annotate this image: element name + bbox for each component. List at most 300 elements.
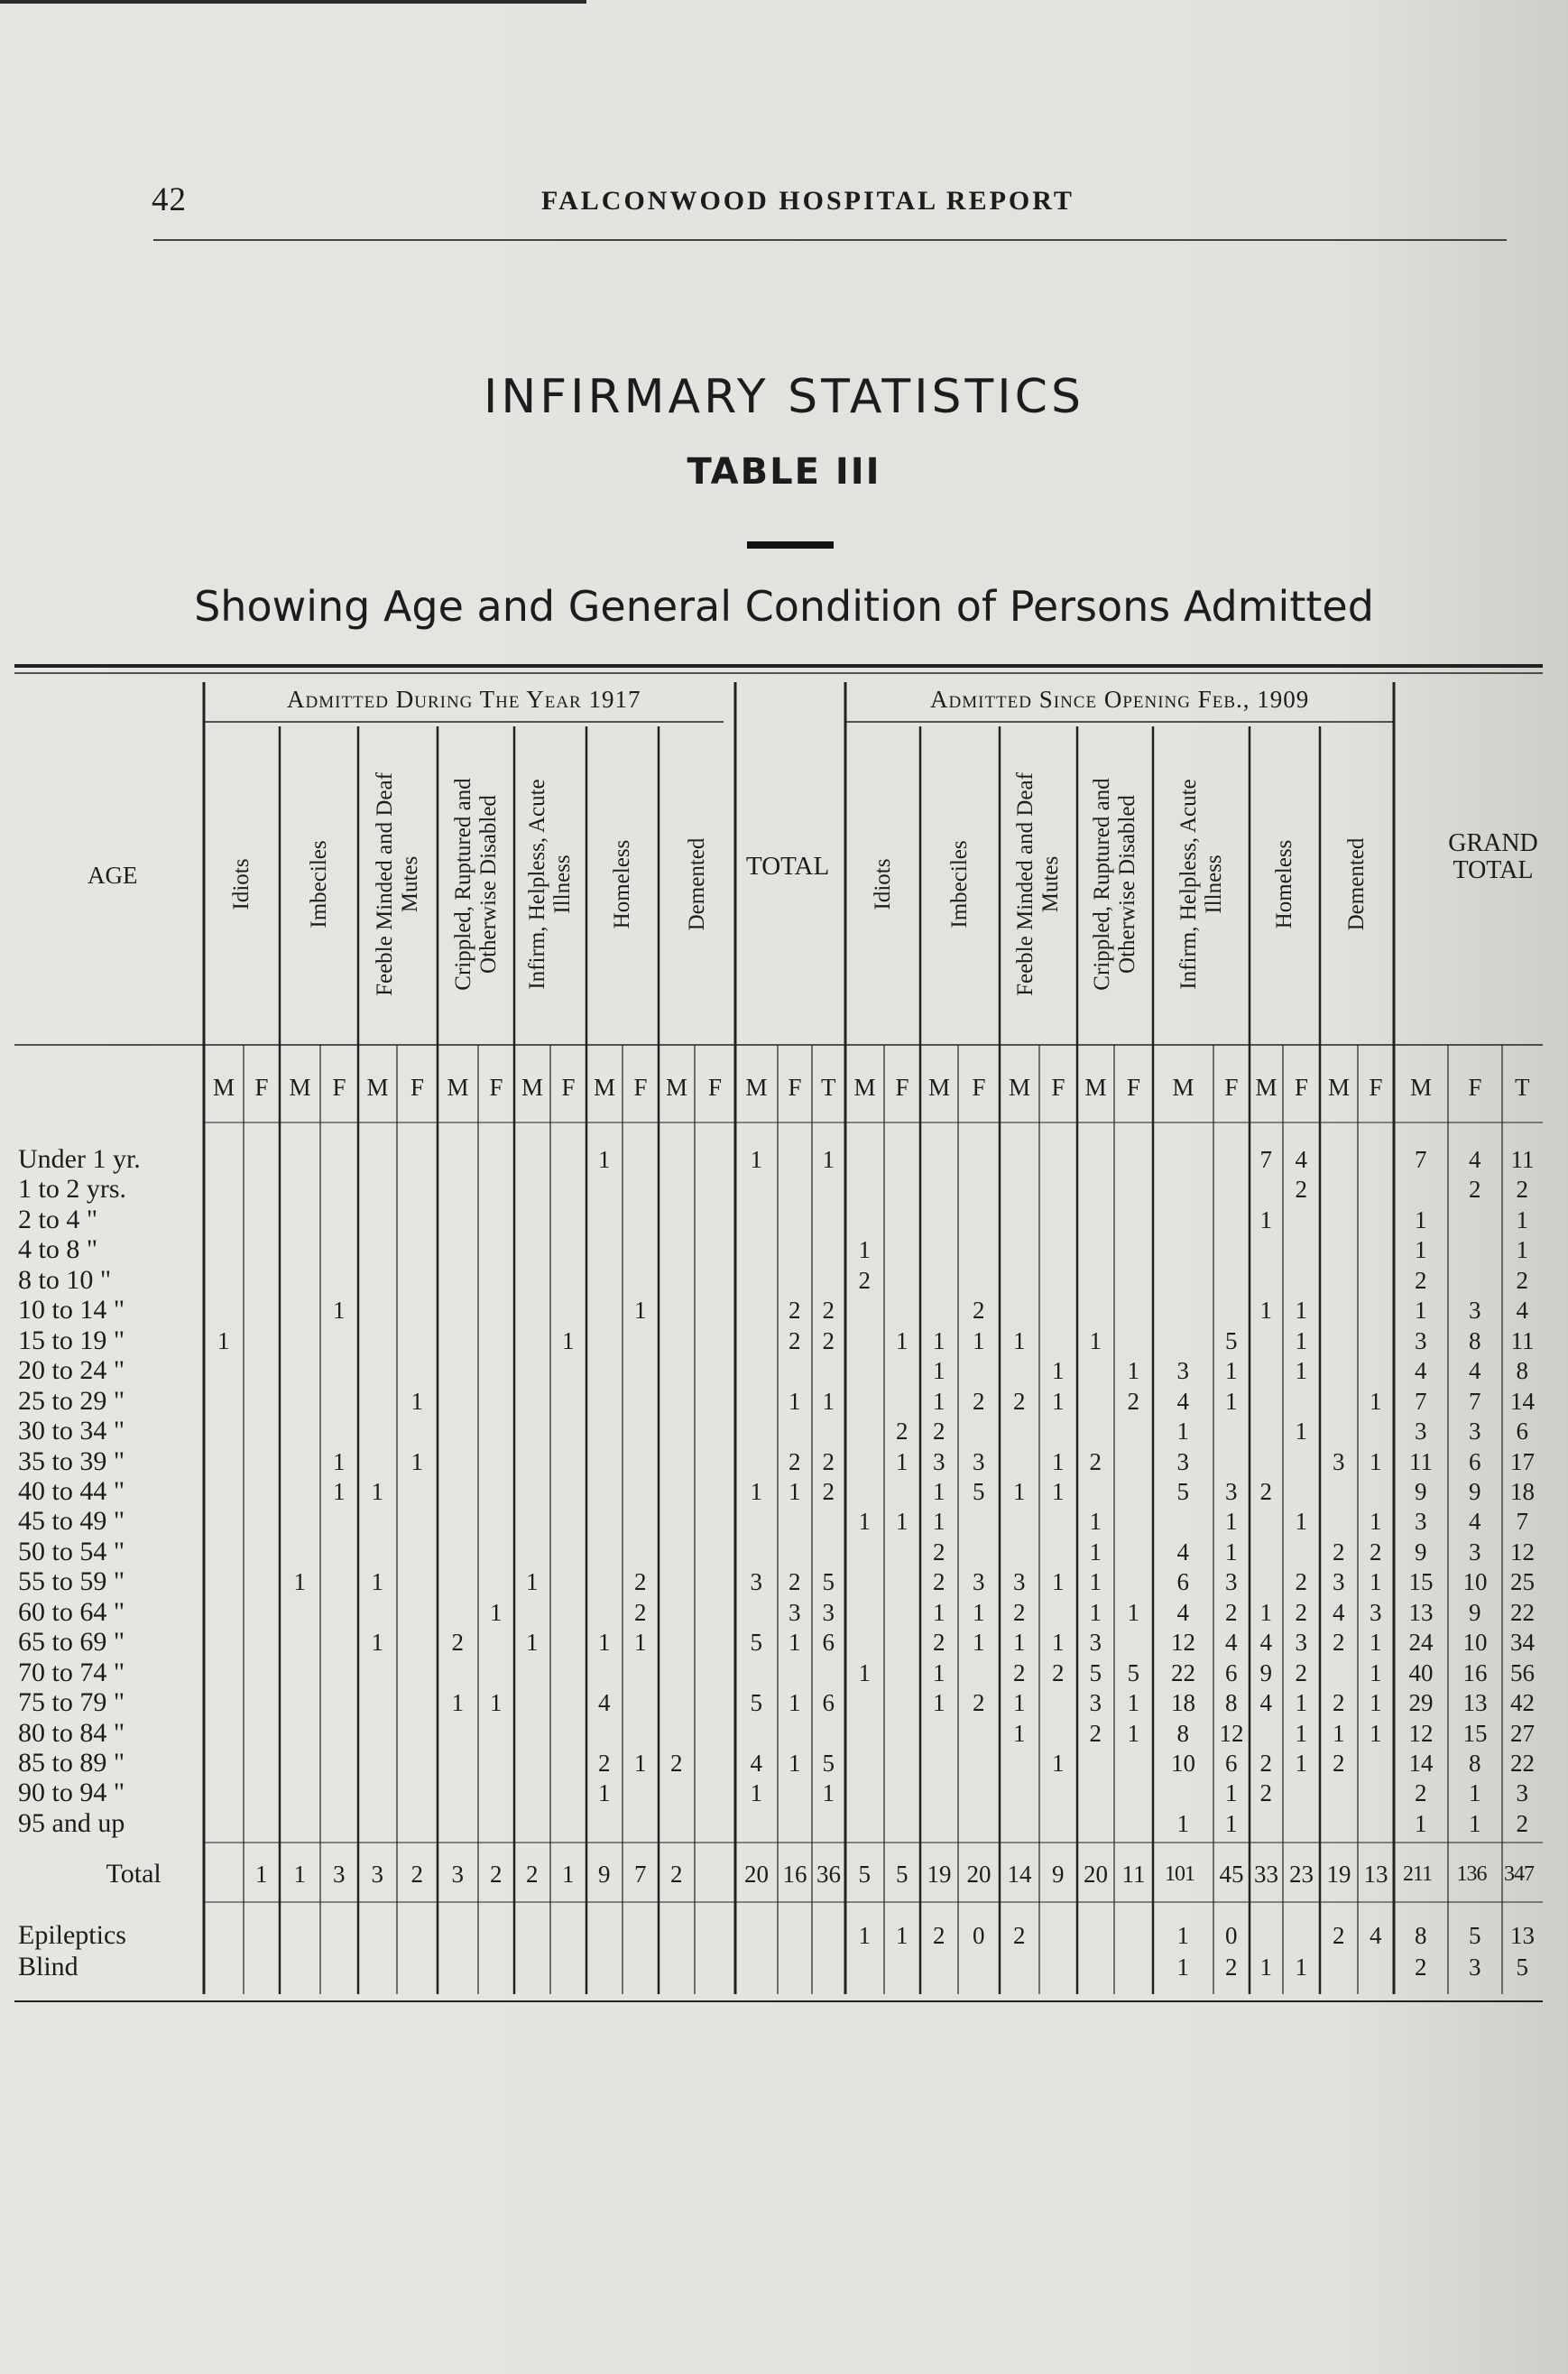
subhead-1917: M (666, 1074, 688, 1101)
total-cell: 16 (782, 1861, 807, 1888)
table-cell: 2 (598, 1750, 611, 1777)
table-cell: 2 (634, 1568, 647, 1596)
age-label: 30 to 34 " (18, 1416, 125, 1446)
table-cell: 1 (789, 1689, 801, 1717)
table-cell: 3 (1333, 1568, 1345, 1596)
group-1917-header: Admitted During The Year 1917 (287, 686, 641, 713)
condition-header-since-5: Homeless (1272, 839, 1296, 929)
subhead-1917: F (633, 1074, 648, 1101)
table-cell: 1 (1295, 1326, 1307, 1354)
table-cell: 5 (750, 1629, 762, 1657)
table-cell: 4 (1176, 1387, 1189, 1415)
subhead-since: M (1328, 1074, 1351, 1101)
table-cell: 8 (1516, 1357, 1528, 1385)
table-subtitle: Showing Age and General Condition of Persons Admitted (194, 582, 1374, 631)
table-cell: 3 (1176, 1447, 1189, 1475)
subhead-since: F (1127, 1074, 1141, 1101)
table-cell: 1 (1415, 1205, 1427, 1233)
table-cell: 1 (973, 1629, 985, 1657)
table-cell: 1 (1052, 1750, 1065, 1777)
table-cell: 10 (1462, 1568, 1488, 1596)
extra-cell: 0 (973, 1922, 985, 1949)
table-cell: 2 (789, 1297, 801, 1325)
table-cell: 3 (1089, 1689, 1102, 1717)
table-cell: 1 (933, 1357, 945, 1385)
table-cell: 2 (1259, 1477, 1272, 1505)
total-cell: 3 (371, 1861, 383, 1888)
table-cell: 1 (1370, 1447, 1382, 1475)
table-cell: 17 (1510, 1447, 1535, 1475)
grand-total-header: GRAND TOTAL (1448, 829, 1538, 884)
table-cell: 2 (1013, 1658, 1026, 1686)
table-cell: 1 (1127, 1598, 1139, 1626)
table-cell: 1 (1013, 1326, 1026, 1354)
table-cell: 1 (598, 1779, 611, 1807)
table-cell: 1 (1516, 1236, 1528, 1264)
table-cell: 1 (217, 1326, 230, 1354)
extra-cell: 8 (1415, 1922, 1427, 1949)
table-cell: 1 (1370, 1689, 1382, 1717)
subhead-1917: F (561, 1074, 576, 1101)
age-label: 10 to 14 " (18, 1295, 125, 1326)
total-cell: 20 (966, 1861, 992, 1888)
total-cell: 11 (1121, 1861, 1146, 1888)
running-head (144, 180, 1507, 226)
table-cell: 9 (1469, 1477, 1481, 1505)
table-cell: 1 (598, 1146, 611, 1173)
table-cell: 2 (1013, 1387, 1026, 1415)
extra-cell: 1 (858, 1922, 871, 1949)
table-cell: 2 (858, 1266, 871, 1294)
subhead-1917: F (708, 1074, 723, 1101)
table-cell: 7 (1415, 1387, 1427, 1415)
table-cell: 2 (1295, 1658, 1307, 1686)
subhead-1917: M (289, 1074, 311, 1101)
table-cell: 3 (750, 1568, 762, 1596)
table-cell: 1 (1469, 1809, 1481, 1837)
condition-header-1917-4: Infirm, Helpless, Acute Illness (525, 779, 575, 990)
table-cell: 8 (1176, 1719, 1189, 1747)
table-cell: 1 (1259, 1205, 1272, 1233)
table-cell: 6 (1516, 1418, 1528, 1446)
table-cell: 1 (1052, 1629, 1065, 1657)
age-label: 55 to 59 " (18, 1566, 125, 1597)
total-cell: 20 (744, 1861, 769, 1888)
table-cell: 2 (1089, 1719, 1102, 1747)
subhead-since: F (1295, 1074, 1309, 1101)
table-cell: 3 (1089, 1629, 1102, 1657)
table-cell: 1 (1013, 1719, 1026, 1747)
table-cell: 1 (789, 1387, 801, 1415)
table-cell: 12 (1219, 1719, 1244, 1747)
table-cell: 6 (822, 1689, 835, 1717)
table-cell: 2 (1516, 1809, 1528, 1837)
table-cell: 1 (1370, 1508, 1382, 1536)
extra-cell: 3 (1469, 1954, 1481, 1981)
table-cell: 1 (789, 1629, 801, 1657)
extra-cell: 4 (1370, 1922, 1382, 1949)
table-cell: 1 (1295, 1689, 1307, 1717)
table-cell: 3 (1176, 1357, 1189, 1385)
table-cell: 1 (1013, 1629, 1026, 1657)
extra-cell: 0 (1225, 1922, 1238, 1949)
table-cell: 1 (933, 1598, 945, 1626)
header-rule (153, 239, 1507, 241)
subhead-since: F (1051, 1074, 1065, 1101)
table-cell: 1 (1052, 1477, 1065, 1505)
condition-header-1917-6: Demented (684, 837, 709, 931)
table-cell: 1 (822, 1387, 835, 1415)
table-cell: 1 (1295, 1508, 1307, 1536)
table-cell: 13 (1408, 1598, 1434, 1626)
total-cell: 36 (816, 1861, 841, 1888)
extra-cell: 2 (933, 1922, 945, 1949)
table-cell: 1 (371, 1629, 383, 1657)
table-cell: 2 (1225, 1598, 1238, 1626)
table-cell: 1 (750, 1477, 762, 1505)
age-label: 15 to 19 " (18, 1325, 125, 1355)
total-cell: 5 (858, 1861, 871, 1888)
subhead-total: M (745, 1074, 768, 1101)
running-head-title: FALCONWOOD HOSPITAL REPORT (541, 186, 1075, 216)
total-cell: 211 (1403, 1862, 1433, 1886)
table-cell: 1 (1295, 1297, 1307, 1325)
total-cell: 2 (670, 1861, 683, 1888)
table-cell: 18 (1510, 1477, 1535, 1505)
extra-row-label: Epileptics (18, 1920, 126, 1950)
extra-cell: 2 (1333, 1922, 1345, 1949)
table-cell: 2 (1516, 1266, 1528, 1294)
table-cell: 1 (634, 1297, 647, 1325)
subhead-grand: T (1515, 1074, 1530, 1101)
page-title: INFIRMARY STATISTICS (484, 370, 1084, 424)
table-cell: 1 (490, 1689, 503, 1717)
extra-cell: 1 (1259, 1954, 1272, 1981)
extra-cell: 1 (1176, 1922, 1189, 1949)
age-label: 45 to 49 " (18, 1506, 125, 1537)
table-cell: 1 (1225, 1809, 1238, 1837)
total-cell: 33 (1254, 1861, 1278, 1888)
table-cell: 3 (1516, 1779, 1528, 1807)
subhead-since: M (853, 1074, 876, 1101)
condition-header-since-0: Idiots (870, 858, 895, 910)
table-cell: 18 (1171, 1689, 1195, 1717)
table-cell: 42 (1510, 1689, 1535, 1717)
extra-cell: 5 (1469, 1922, 1481, 1949)
table-cell: 22 (1510, 1750, 1535, 1777)
total-cell: 19 (1326, 1861, 1351, 1888)
total-cell: 7 (634, 1861, 647, 1888)
table-cell: 1 (1259, 1297, 1272, 1325)
table-cell: 4 (1469, 1357, 1481, 1385)
table-cell: 9 (1415, 1538, 1427, 1566)
table-cell: 1 (1013, 1477, 1026, 1505)
table-cell: 3 (1469, 1538, 1481, 1566)
table-cell: 1 (933, 1658, 945, 1686)
table-cell: 1 (1089, 1598, 1102, 1626)
table-cell: 1 (896, 1447, 909, 1475)
table-cell: 29 (1408, 1689, 1434, 1717)
table-cell: 3 (1469, 1297, 1481, 1325)
age-label: 75 to 79 " (18, 1687, 125, 1718)
extra-cell: 13 (1510, 1922, 1535, 1949)
table-cell: 1 (933, 1689, 945, 1717)
subhead-1917: M (521, 1074, 544, 1101)
total-label: Total (106, 1859, 161, 1889)
table-cell: 2 (1333, 1750, 1345, 1777)
table-cell: 1 (1415, 1297, 1427, 1325)
subhead-since: F (1224, 1074, 1239, 1101)
age-label: 65 to 69 " (18, 1627, 125, 1658)
subhead-since: M (1084, 1074, 1107, 1101)
total-cell: 9 (598, 1861, 611, 1888)
table-cell: 1 (1225, 1357, 1238, 1385)
table-cell: 1 (1295, 1719, 1307, 1747)
table-cell: 1 (451, 1689, 464, 1717)
table-cell: 2 (1469, 1176, 1481, 1204)
total-cell: 2 (526, 1861, 539, 1888)
age-label: 85 to 89 " (18, 1748, 125, 1778)
total-cell: 23 (1289, 1861, 1314, 1888)
table-cell: 7 (1415, 1146, 1427, 1173)
age-label: 80 to 84 " (18, 1717, 125, 1748)
table-cell: 4 (1176, 1538, 1189, 1566)
table-cell: 8 (1225, 1689, 1238, 1717)
total-cell: 347 (1504, 1862, 1534, 1886)
table-cell: 2 (973, 1297, 985, 1325)
subhead-1917: M (213, 1074, 235, 1101)
total-cell: 5 (896, 1861, 909, 1888)
table-cell: 1 (1333, 1719, 1345, 1747)
extra-cell: 1 (1176, 1954, 1189, 1981)
condition-header-since-1: Imbeciles (947, 840, 972, 928)
table-cell: 1 (1176, 1809, 1189, 1837)
table-cell: 4 (1415, 1357, 1427, 1385)
table-cell: 2 (789, 1326, 801, 1354)
subhead-since: F (972, 1074, 986, 1101)
subhead-1917: M (366, 1074, 389, 1101)
table-cell: 3 (1225, 1568, 1238, 1596)
total-cell: 3 (451, 1861, 464, 1888)
table-cell: 12 (1510, 1538, 1535, 1566)
total-cell: 45 (1219, 1861, 1244, 1888)
table-cell: 11 (1409, 1447, 1433, 1475)
table-cell: 1 (1225, 1779, 1238, 1807)
table-cell: 10 (1462, 1629, 1488, 1657)
table-cell: 2 (1013, 1598, 1026, 1626)
table-cell: 1 (822, 1779, 835, 1807)
subhead-1917: M (594, 1074, 616, 1101)
table-cell: 2 (973, 1387, 985, 1415)
table-cell: 1 (1415, 1809, 1427, 1837)
table-cell: 1 (973, 1598, 985, 1626)
table-cell: 3 (1370, 1598, 1382, 1626)
table-cell: 3 (1295, 1629, 1307, 1657)
age-label: 2 to 4 " (18, 1204, 98, 1234)
table-cell: 1 (822, 1146, 835, 1173)
total-cell: 14 (1007, 1861, 1032, 1888)
table-cell: 1 (333, 1477, 346, 1505)
condition-header-1917-2: Feeble Minded and Deaf Mutes (373, 772, 422, 996)
condition-header-since-6: Demented (1344, 837, 1369, 931)
table-cell: 1 (750, 1146, 762, 1173)
table-cell: 1 (1225, 1387, 1238, 1415)
subhead-since: M (1172, 1074, 1194, 1101)
table-cell: 2 (1295, 1568, 1307, 1596)
subhead-1917: F (489, 1074, 503, 1101)
title-divider (747, 541, 834, 549)
table-cell: 2 (1415, 1266, 1427, 1294)
total-cell: 1 (293, 1861, 306, 1888)
subhead-since: M (928, 1074, 951, 1101)
total-cell: 1 (255, 1861, 268, 1888)
table-cell: 1 (858, 1508, 871, 1536)
table-cell: 5 (822, 1750, 835, 1777)
table-cell: 1 (1052, 1357, 1065, 1385)
table-cell: 4 (1469, 1508, 1481, 1536)
table-cell: 22 (1510, 1598, 1535, 1626)
table-cell: 3 (1415, 1326, 1427, 1354)
table-cell: 3 (933, 1447, 945, 1475)
top-edge-rule (0, 0, 586, 4)
table-cell: 1 (1225, 1508, 1238, 1536)
table-cell: 4 (1295, 1146, 1307, 1173)
table-cell: 1 (933, 1508, 945, 1536)
table-cell: 5 (822, 1568, 835, 1596)
table-cell: 4 (1259, 1629, 1272, 1657)
table-cell: 1 (634, 1750, 647, 1777)
age-label: 90 to 94 " (18, 1778, 125, 1808)
table-cell: 9 (1259, 1658, 1272, 1686)
table-cell: 8 (1469, 1326, 1481, 1354)
table-cell: 2 (789, 1447, 801, 1475)
table-cell: 1 (896, 1326, 909, 1354)
total-cell: 19 (927, 1861, 952, 1888)
table-cell: 1 (1127, 1689, 1139, 1717)
extra-cell: 2 (1013, 1922, 1026, 1949)
table-cell: 1 (789, 1750, 801, 1777)
table-cell: 4 (1516, 1297, 1528, 1325)
table-cell: 3 (822, 1598, 835, 1626)
subhead-total: T (821, 1074, 836, 1101)
subhead-grand: F (1468, 1074, 1482, 1101)
table-cell: 1 (333, 1447, 346, 1475)
table-cell: 5 (750, 1689, 762, 1717)
table-cell: 2 (1333, 1689, 1345, 1717)
condition-header-1917-5: Homeless (610, 839, 634, 929)
table-cell: 6 (1225, 1750, 1238, 1777)
table-cell: 1 (1225, 1538, 1238, 1566)
age-header: AGE (88, 862, 138, 889)
table-cell: 24 (1408, 1629, 1434, 1657)
table-cell: 1 (1052, 1387, 1065, 1415)
table-cell: 9 (1415, 1477, 1427, 1505)
table-cell: 12 (1171, 1629, 1195, 1657)
statistics-table (14, 663, 1543, 2008)
table-cell: 4 (1333, 1598, 1345, 1626)
table-cell: 2 (789, 1568, 801, 1596)
table-cell: 1 (410, 1387, 423, 1415)
table-cell: 2 (896, 1418, 909, 1446)
extra-cell: 1 (1295, 1954, 1307, 1981)
table-cell: 56 (1510, 1658, 1535, 1686)
subhead-since: F (895, 1074, 909, 1101)
extra-cell: 2 (1225, 1954, 1238, 1981)
table-cell: 2 (1333, 1538, 1345, 1566)
table-cell: 1 (1469, 1779, 1481, 1807)
table-cell: 1 (1052, 1568, 1065, 1596)
table-cell: 1 (896, 1508, 909, 1536)
table-cell: 1 (1052, 1447, 1065, 1475)
table-cell: 6 (822, 1629, 835, 1657)
extra-cell: 5 (1516, 1954, 1528, 1981)
table-cell: 1 (410, 1447, 423, 1475)
extra-row-label: Blind (18, 1952, 78, 1981)
table-cell: 2 (1295, 1176, 1307, 1204)
table-cell: 1 (1259, 1598, 1272, 1626)
table-cell: 4 (750, 1750, 762, 1777)
table-cell: 2 (973, 1689, 985, 1717)
table-cell: 1 (562, 1326, 575, 1354)
table-cell: 11 (1510, 1326, 1535, 1354)
table-cell: 3 (789, 1598, 801, 1626)
table-cell: 7 (1259, 1146, 1272, 1173)
table-cell: 1 (933, 1326, 945, 1354)
table-cell: 5 (1089, 1658, 1102, 1686)
table-cell: 1 (933, 1387, 945, 1415)
table-cell: 2 (1127, 1387, 1139, 1415)
table-cell: 1 (634, 1629, 647, 1657)
condition-header-1917-3: Crippled, Ruptured and Otherwise Disabled (450, 778, 501, 991)
group-since-header: Admitted Since Opening Feb., 1909 (930, 686, 1310, 713)
table-cell: 1 (933, 1477, 945, 1505)
table-cell: 2 (1052, 1658, 1065, 1686)
table-cell: 1 (1370, 1629, 1382, 1657)
table-cell: 4 (1176, 1598, 1189, 1626)
table-cell: 1 (1089, 1538, 1102, 1566)
condition-header-since-2: Feeble Minded and Deaf Mutes (1013, 772, 1063, 996)
table-cell: 1 (789, 1477, 801, 1505)
table-cell: 1 (1089, 1508, 1102, 1536)
table-cell: 1 (1127, 1719, 1139, 1747)
table-cell: 2 (451, 1629, 464, 1657)
table-cell: 2 (1415, 1779, 1427, 1807)
table-cell: 2 (1295, 1598, 1307, 1626)
subhead-1917: F (332, 1074, 346, 1101)
table-cell: 9 (1469, 1598, 1481, 1626)
table-cell: 3 (973, 1447, 985, 1475)
table-cell: 8 (1469, 1750, 1481, 1777)
condition-header-since-3: Crippled, Ruptured and Otherwise Disabled (1090, 778, 1139, 991)
total-cell: 9 (1052, 1861, 1065, 1888)
table-cell: 1 (1516, 1205, 1528, 1233)
subhead-1917: F (410, 1074, 425, 1101)
table-cell: 2 (1089, 1447, 1102, 1475)
table-cell: 14 (1510, 1387, 1535, 1415)
age-label: 8 to 10 " (18, 1264, 112, 1295)
table-cell: 10 (1171, 1750, 1195, 1777)
table-cell: 5 (1176, 1477, 1189, 1505)
table-cell: 1 (1370, 1719, 1382, 1747)
age-label: 4 to 8 " (18, 1234, 98, 1265)
extra-cell: 1 (896, 1922, 909, 1949)
total-cell: 1 (562, 1861, 575, 1888)
age-label: Under 1 yr. (18, 1144, 141, 1174)
table-cell: 3 (1013, 1568, 1026, 1596)
table-cell: 1 (1176, 1418, 1189, 1446)
total-cell: 2 (490, 1861, 503, 1888)
table-cell: 15 (1462, 1719, 1488, 1747)
